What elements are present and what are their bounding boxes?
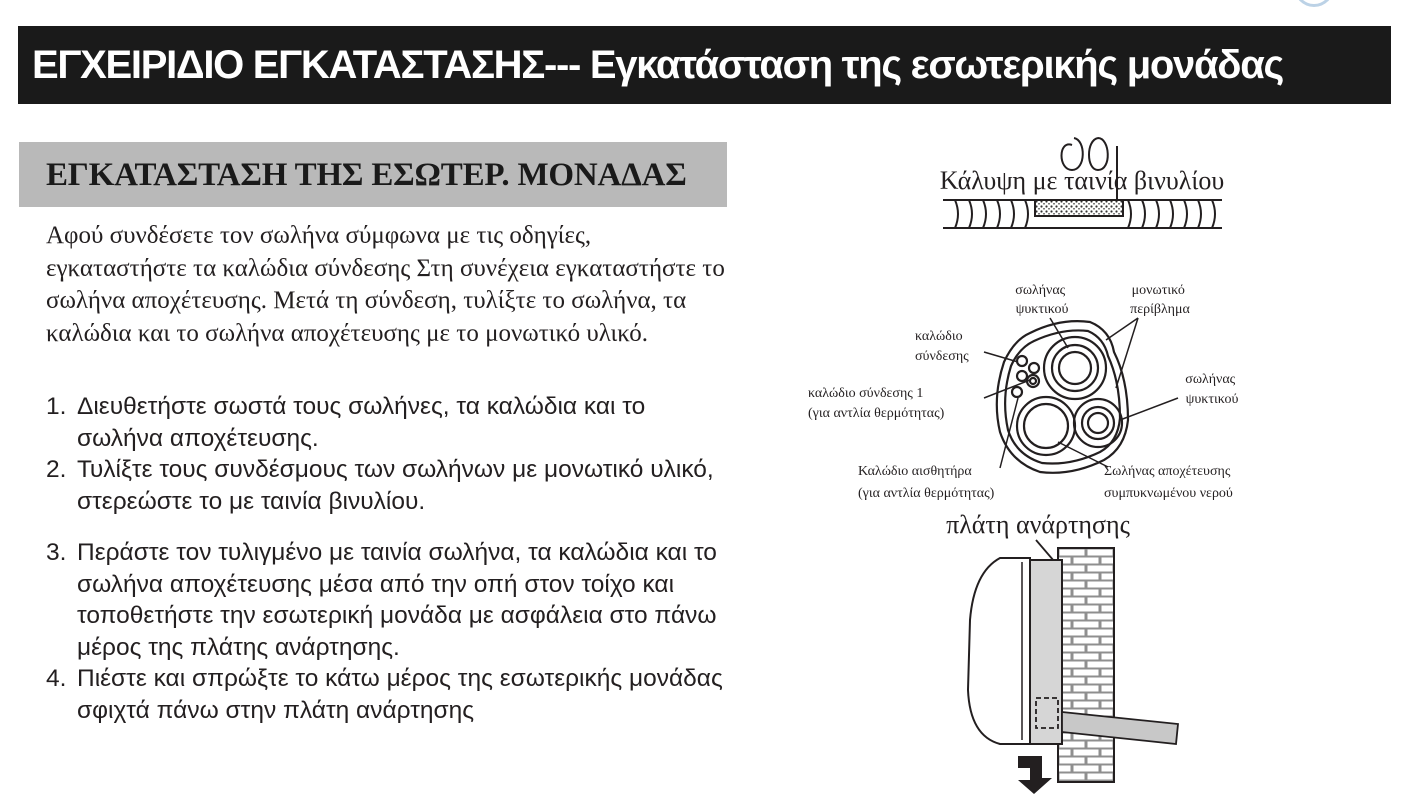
step-text: Περάστε τον τυλιγμένο με ταινία σωλήνα, τα καλώδια και το σωλήνα αποχέτευσης μέσα από την οπή στον τοίχο και τοποθετήστε την εσωτερική μονάδα με ασφάλεια στο πάνω μέρος της πλάτης ανάρτησης. (77, 539, 717, 661)
intro-paragraph: Αφού συνδέσετε τον σωλήνα σύμφωνα με τις οδηγίες, εγκαταστήστε τα καλώδια σύνδεσης Στη συνέχεια εγκαταστήστε το σωλήνα αποχέτευσης. Μετά τη σύνδεση, τυλίξτε το σωλήνα, τα καλώδια και το σωλήνα αποχέτευσης με το μονωτικό υλικό. (46, 222, 725, 347)
mounting-plate-label: πλάτη ανάρτησης (946, 510, 1130, 539)
refrigerant-pipe-right-label: σωλήνας ψυκτικού (1185, 372, 1239, 407)
refrigerant-pipe-top-label: σωλήνας ψυκτικού (1015, 283, 1069, 317)
tape-label: Κάλυψη με ταινία βινυλίου (939, 166, 1225, 195)
step-text: Διευθετήστε σωστά τους σωλήνες, τα καλώδια και το σωλήνα αποχέτευσης. (77, 393, 646, 452)
step-text: Τυλίξτε τους συνδέσμους των σωλήνων με μονωτικό υλικό, στερεώστε το με ταινία βινυλίου. (77, 456, 714, 515)
connection-wire-label: καλώδιο σύνδεσης (915, 329, 969, 364)
step-text: Πιέστε και σπρώξτε το κάτω μέρος της εσωτερικής μονάδας σφιχτά πάνω στην πλάτη ανάρτησης (77, 665, 723, 724)
pipe-bundle-cross-section (997, 321, 1128, 473)
wall-mount-illustration (968, 540, 1178, 794)
step-number: 3. (46, 539, 67, 566)
step-number: 4. (46, 665, 67, 692)
page-title: ΕΓΧΕΙΡΙΔΙΟ ΕΓΚΑΤΑΣΤΑΣΗΣ--- Εγκατάσταση της εσωτερικής μονάδας (32, 43, 1284, 87)
step-number: 1. (46, 393, 67, 420)
step-number: 2. (46, 456, 67, 483)
section-title: ΕΓΚΑΤΑΣΤΑΣΗ ΤΗΣ ΕΣΩΤΕΡ. ΜΟΝΑΔΑΣ (46, 157, 687, 193)
connection-wire-1-label: καλώδιο σύνδεσης 1 (για αντλία θερμότητας) (808, 386, 945, 421)
sensor-wire-label: Καλώδιο αισθητήρα (για αντλία θερμότητας) (858, 464, 995, 501)
insulation-cover-label: μονωτικό περίβλημα (1130, 283, 1190, 317)
drain-pipe-label: Σωλήνας αποχέτευσης συμπυκνωμένου νερού (1104, 464, 1233, 501)
